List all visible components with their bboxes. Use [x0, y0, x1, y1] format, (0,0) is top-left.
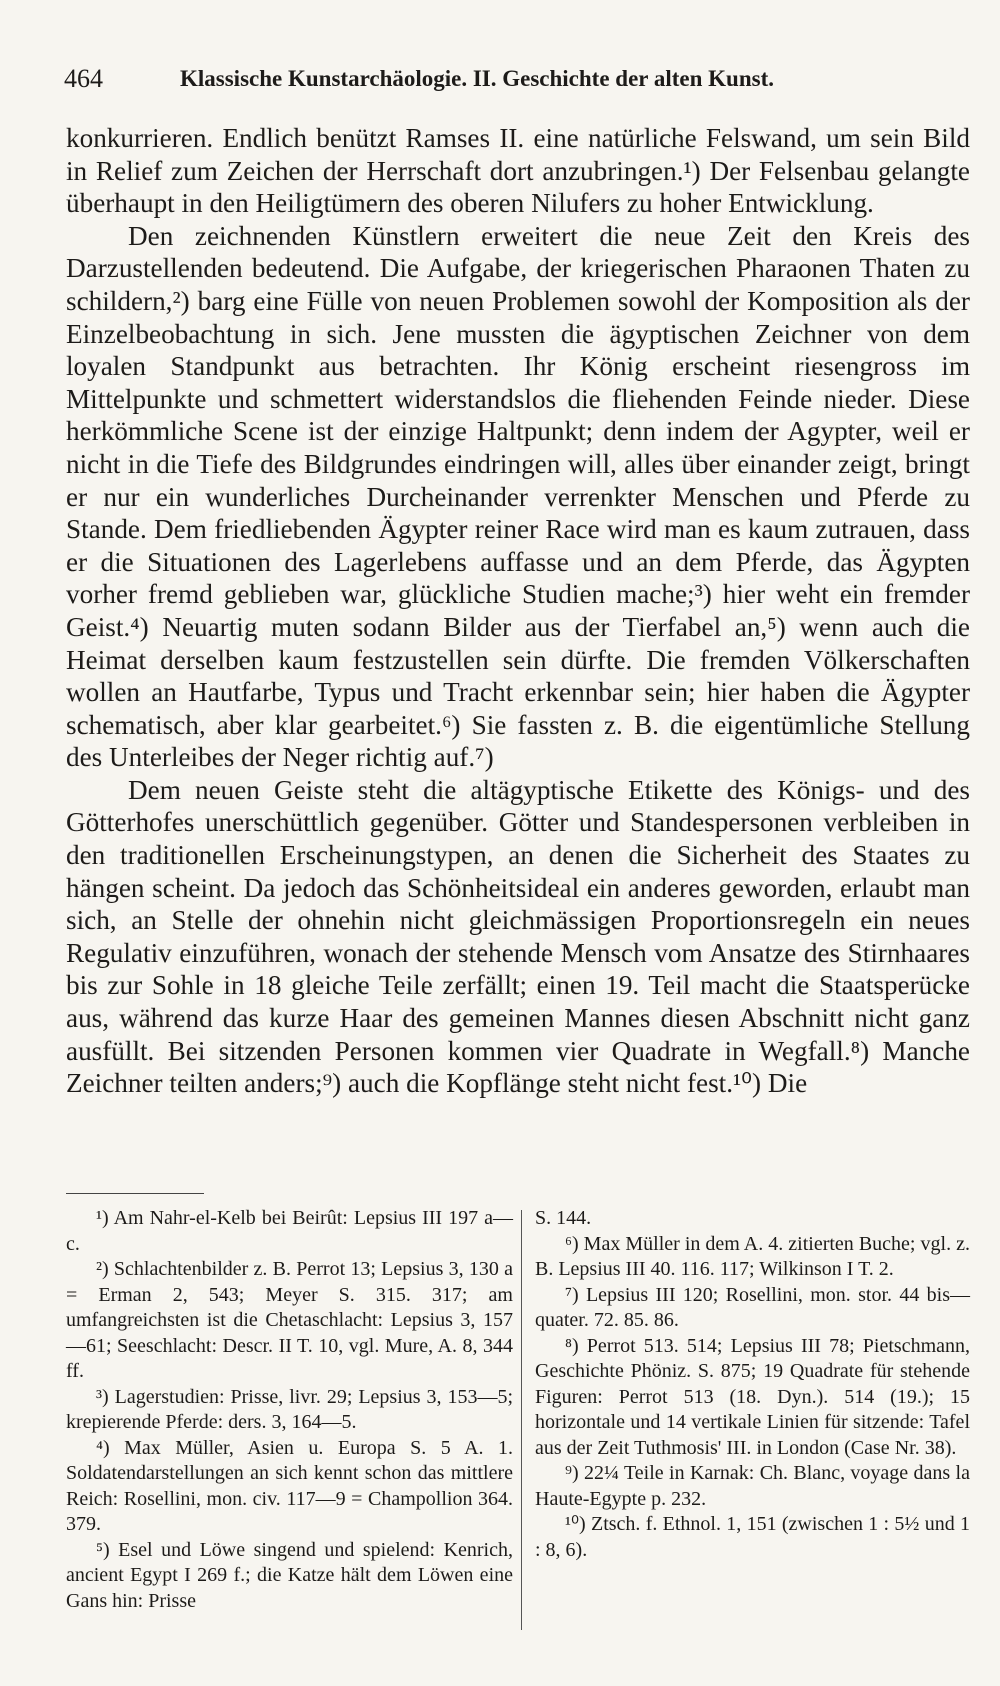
footnote-8: ⁸) Perrot 513. 514; Lepsius III 78; Pietschmann, Geschichte Phöniz. S. 875; 19 Quadrate für stehende Figuren: Perrot 513 (18. Dyn.). 514 (19.); 15 horizontale und 14 vertikale Linien für sitzende: Tafel aus der Zeit Tuthmosis' III. in London (Case Nr. 38). [535, 1334, 970, 1459]
footnote-1: ¹) Am Nahr-el-Kelb bei Beirût: Lepsius III 197 a—c. [66, 1207, 513, 1255]
footnote-6: ⁶) Max Müller in dem A. 4. zitierten Buche; vgl. z. B. Lepsius III 40. 116. 117; Wilkinson I T. 2. [535, 1232, 970, 1280]
running-head: Klassische Kunstarchäologie. II. Geschichte der alten Kunst. [180, 66, 774, 91]
footnotes [66, 1206, 970, 1666]
footnote-5-continued: S. 144. [535, 1207, 592, 1229]
footnote-2: ²) Schlachtenbilder z. B. Perrot 13; Lepsius 3, 130 a = Erman 2, 543; Meyer S. 315. 317; am umfangreichsten ist die Chetaschlacht: Lepsius 3, 157—61; Seeschlacht: Descr. II T. 10, vgl. Mure, A. 8, 344 ff. [66, 1258, 513, 1382]
page-number: 464 [64, 64, 103, 93]
footnotes-left-column [66, 1206, 513, 1614]
footnote-4: ⁴) Max Müller, Asien u. Europa S. 5 A. 1. Soldatendarstellungen an sich kennt schon das mittlere Reich: Rosellini, mon. civ. 117—9 = Champollion 364. 379. [66, 1436, 513, 1535]
footnote-5: ⁵) Esel und Löwe singend und spielend: Kenrich, ancient Egypt I 269 f.; die Katze hält dem Löwen eine Gans hin: Prisse [66, 1538, 513, 1612]
footnote-9: ⁹) 22¼ Teile in Karnak: Ch. Blanc, voyage dans la Haute-Egypte p. 232. [535, 1462, 970, 1510]
column-divider [521, 1210, 522, 1630]
footnote-3: ³) Lagerstudien: Prisse, livr. 29; Lepsius 3, 153—5; krepierende Pferde: ders. 3, 164—5. [66, 1385, 513, 1433]
paragraph-2: Den zeichnenden Künstlern erweitert die neue Zeit den Kreis des Darzustellenden bedeutend. Die Aufgabe, der kriegerischen Pharaonen Thaten zu schildern,²) barg eine Fülle von neuen Problemen sowohl der Komposition als der Einzelbeobachtung in sich. Jene mussten die ägyptischen Zeichner von dem loyalen Standpunkt aus betrachten. Ihr König erscheint riesengross im Mittelpunkte und schmettert widerstandslos die fliehenden Feinde nieder. Diese herkömmliche Scene ist der einzige Haltpunkt; denn indem der Agypter, weil er nicht in die Tiefe des Bildgrundes eindringen will, alles über einander zeigt, bringt er nur ein wunderliches Durcheinander verrenkter Menschen und Pferde zu Stande. Dem friedliebenden Ägypter reiner Race wird man es kaum zutrauen, dass er die Situationen des Lagerlebens auffasse und an dem Pferde, das Ägypten vorher fremd geblieben war, glückliche Studien mache;³) hier weht ein fremder Geist.⁴) Neuartig muten sodann Bilder aus der Tierfabel an,⁵) wenn auch die Heimat derselben kaum festzustellen sein dürfte. Die fremden Völkerschaften wollen an Hautfarbe, Typus und Tracht erkennbar sein; hier haben die Ägypter schematisch, aber klar gearbeitet.⁶) Sie fassten z. B. die eigentümliche Stellung des Unterleibes der Neger richtig auf.⁷) [66, 220, 970, 773]
paragraph-3: Dem neuen Geiste steht die altägyptische Etikette des Königs- und des Götterhofes unerschüttlich gegenüber. Götter und Standespersonen verbleiben in den traditionellen Erscheinungstypen, an denen die Sicherheit des Staates zu hängen scheint. Da jedoch das Schönheitsideal ein anderes geworden, erlaubt man sich, an Stelle der ohnehin nicht gleichmässigen Proportionsregeln ein neues Regulativ einzuführen, wonach der stehende Mensch vom Ansatze des Stirnhaares bis zur Sohle in 18 gleiche Teile zerfällt; einen 19. Teil macht die Staatsperücke aus, während das kurze Haar des gemeinen Mannes diesen Abschnitt nicht ganz ausfüllt. Bei sitzenden Personen kommen vier Quadrate in Wegfall.⁸) Manche Zeichner teilten anders;⁹) auch die Kopflänge steht nicht fest.¹⁰) Die [66, 774, 970, 1099]
footnotes-right-column [535, 1206, 970, 1563]
footnote-10: ¹⁰) Ztsch. f. Ethnol. 1, 151 (zwischen 1 : 5½ und 1 : 8, 6). [535, 1513, 970, 1561]
page-header [64, 64, 964, 104]
paragraph-1: konkurrieren. Endlich benützt Ramses II. eine natürliche Felswand, um sein Bild in Relief zum Zeichen der Herrschaft dort anzubringen.¹) Der Felsenbau gelangte überhaupt in den Heiligtümern des oberen Nilufers zu hoher Entwicklung. [66, 123, 970, 219]
main-text [66, 122, 970, 1100]
footnote-7: ⁷) Lepsius III 120; Rosellini, mon. stor. 44 bis—quater. 72. 85. 86. [535, 1283, 970, 1331]
footnote-rule [66, 1193, 204, 1194]
